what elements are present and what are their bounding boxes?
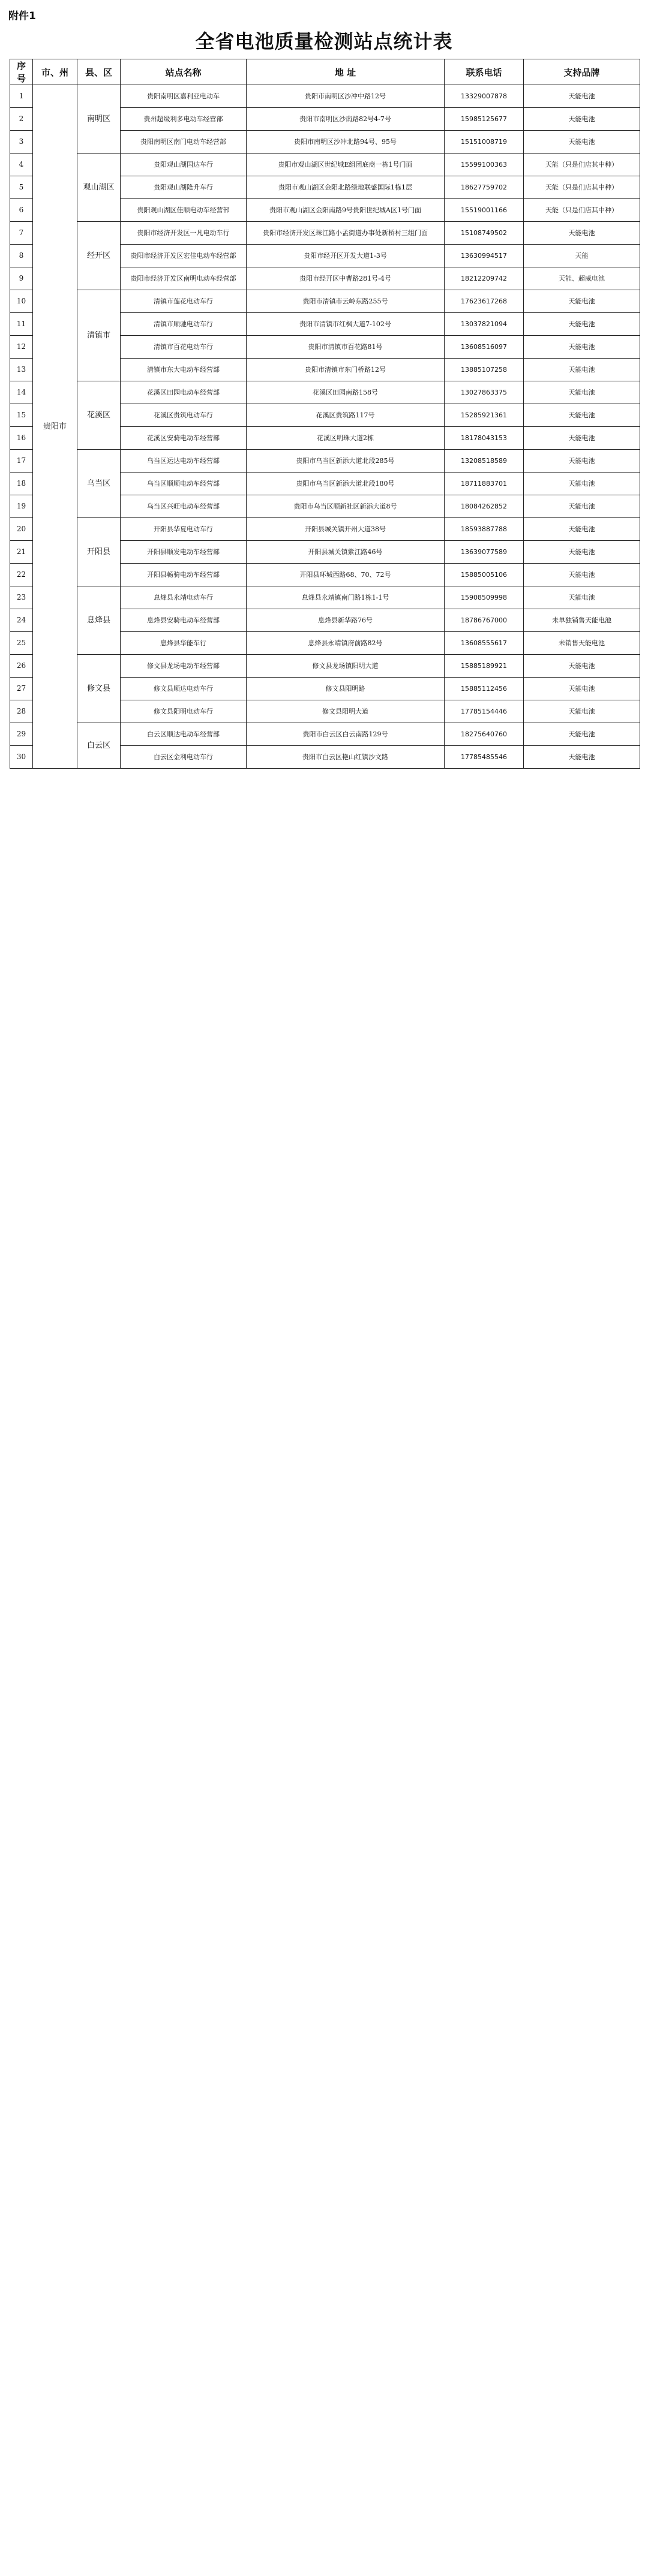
cell-brand: 天能电池: [524, 450, 640, 473]
cell-brand: 天能电池: [524, 131, 640, 154]
cell-brand: 未销售天能电池: [524, 632, 640, 655]
table-header-row: [10, 59, 640, 85]
cell-phone: 15885005106: [445, 564, 524, 586]
cell-num: 19: [10, 495, 33, 518]
cell-brand: 天能电池: [524, 85, 640, 108]
cell-num: 5: [10, 176, 33, 199]
cell-address: 开阳县城关镇开州大道38号: [247, 518, 445, 541]
cell-brand: 天能: [524, 245, 640, 267]
cell-brand: 天能电池: [524, 222, 640, 245]
cell-address: 贵阳市经开区中曹路281号-4号: [247, 267, 445, 290]
table-row: [10, 518, 640, 541]
cell-phone: 15885112456: [445, 678, 524, 700]
cell-brand: 天能电池: [524, 700, 640, 723]
cell-address: 贵阳市清镇市百花路81号: [247, 336, 445, 359]
cell-num: 4: [10, 154, 33, 176]
header-brand: 支持品牌: [524, 59, 640, 85]
header-phone: 联系电话: [445, 59, 524, 85]
cell-address: 花溪区田园南路158号: [247, 381, 445, 404]
cell-phone: 15151008719: [445, 131, 524, 154]
table-row: [10, 723, 640, 746]
cell-num: 3: [10, 131, 33, 154]
cell-address: 贵阳市乌当区顺新社区新添大道8号: [247, 495, 445, 518]
cell-address: 花溪区明珠大道2栋: [247, 427, 445, 450]
cell-phone: 18275640760: [445, 723, 524, 746]
cell-station-name: 息烽县安骑电动车经营部: [121, 609, 247, 632]
cell-num: 7: [10, 222, 33, 245]
cell-brand: 未单独销售天能电池: [524, 609, 640, 632]
cell-phone: 15908509998: [445, 586, 524, 609]
cell-num: 10: [10, 290, 33, 313]
cell-num: 18: [10, 473, 33, 495]
cell-phone: 15599100363: [445, 154, 524, 176]
cell-brand: 天能电池: [524, 541, 640, 564]
cell-num: 12: [10, 336, 33, 359]
cell-phone: 17785485546: [445, 746, 524, 769]
cell-address: 贵阳市清镇市云岭东路255号: [247, 290, 445, 313]
cell-phone: 18084262852: [445, 495, 524, 518]
table-row: [10, 290, 640, 313]
cell-district: 花溪区: [77, 381, 121, 450]
cell-station-name: 贵阳观山湖区佳顺电动车经营部: [121, 199, 247, 222]
cell-district: 息烽县: [77, 586, 121, 655]
cell-address: 息烽县永靖镇府前路82号: [247, 632, 445, 655]
table-row: [10, 586, 640, 609]
cell-address: 修文县龙场镇阳明大道: [247, 655, 445, 678]
cell-brand: 天能电池: [524, 723, 640, 746]
cell-address: 贵阳市南明区沙冲北路94号、95号: [247, 131, 445, 154]
cell-num: 9: [10, 267, 33, 290]
table-body: [10, 85, 640, 769]
cell-station-name: 开阳县顺发电动车经营部: [121, 541, 247, 564]
cell-brand: 天能（只是们店其中种）: [524, 176, 640, 199]
cell-num: 30: [10, 746, 33, 769]
cell-address: 贵阳市经开区开发大道1-3号: [247, 245, 445, 267]
cell-station-name: 花溪区田园电动车经营部: [121, 381, 247, 404]
cell-num: 2: [10, 108, 33, 131]
cell-station-name: 白云区金利电动车行: [121, 746, 247, 769]
cell-brand: 天能电池: [524, 313, 640, 336]
cell-num: 20: [10, 518, 33, 541]
page-title: 全省电池质量检测站点统计表: [195, 30, 453, 53]
cell-num: 16: [10, 427, 33, 450]
cell-brand: 天能、超威电池: [524, 267, 640, 290]
table-row: [10, 85, 640, 108]
cell-brand: 天能电池: [524, 495, 640, 518]
cell-num: 1: [10, 85, 33, 108]
cell-station-name: 乌当区兴旺电动车经营部: [121, 495, 247, 518]
cell-brand: 天能电池: [524, 746, 640, 769]
cell-num: 28: [10, 700, 33, 723]
cell-address: 贵阳市白云区白云南路129号: [247, 723, 445, 746]
header-num: 序 号: [10, 59, 33, 85]
cell-city: 贵阳市: [33, 85, 77, 769]
cell-station-name: 修文县龙场电动车经营部: [121, 655, 247, 678]
cell-station-name: 乌当区运达电动车经营部: [121, 450, 247, 473]
cell-phone: 15285921361: [445, 404, 524, 427]
cell-address: 贵阳市经济开发区珠江路小孟街道办事处新桥村三组门面: [247, 222, 445, 245]
table-row: [10, 381, 640, 404]
cell-station-name: 修文县阳明电动车行: [121, 700, 247, 723]
cell-station-name: 开阳县畅骑电动车经营部: [121, 564, 247, 586]
cell-station-name: 贵阳市经济开发区宏佳电动车经营部: [121, 245, 247, 267]
cell-phone: 13608555617: [445, 632, 524, 655]
cell-station-name: 贵阳观山湖国达车行: [121, 154, 247, 176]
cell-district: 乌当区: [77, 450, 121, 518]
cell-brand: 天能电池: [524, 518, 640, 541]
cell-station-name: 清镇市顺驰电动车行: [121, 313, 247, 336]
cell-district: 清镇市: [77, 290, 121, 381]
table-row: [10, 655, 640, 678]
cell-address: 修文县阳明路: [247, 678, 445, 700]
cell-num: 27: [10, 678, 33, 700]
cell-station-name: 息烽县华能车行: [121, 632, 247, 655]
cell-brand: 天能电池: [524, 586, 640, 609]
header-city: 市、州: [33, 59, 77, 85]
cell-brand: 天能电池: [524, 655, 640, 678]
cell-district: 观山湖区: [77, 154, 121, 222]
cell-station-name: 贵阳市经济开发区一凡电动车行: [121, 222, 247, 245]
cell-station-name: 开阳县华夏电动车行: [121, 518, 247, 541]
cell-address: 贵阳市乌当区新添大道北段180号: [247, 473, 445, 495]
cell-address: 花溪区贵筑路117号: [247, 404, 445, 427]
cell-address: 开阳县环城西路68、70、72号: [247, 564, 445, 586]
cell-phone: 17623617268: [445, 290, 524, 313]
cell-station-name: 清镇市百花电动车行: [121, 336, 247, 359]
cell-phone: 17785154446: [445, 700, 524, 723]
cell-brand: 天能（只是们店其中种）: [524, 154, 640, 176]
cell-num: 25: [10, 632, 33, 655]
cell-brand: 天能电池: [524, 427, 640, 450]
cell-address: 修文县阳明大道: [247, 700, 445, 723]
cell-address: 贵阳市清镇市红枫大道7-102号: [247, 313, 445, 336]
header-address: 地 址: [247, 59, 445, 85]
cell-phone: 13027863375: [445, 381, 524, 404]
cell-phone: 18786767000: [445, 609, 524, 632]
cell-phone: 15108749502: [445, 222, 524, 245]
cell-brand: 天能电池: [524, 381, 640, 404]
cell-station-name: 贵阳观山湖隆升车行: [121, 176, 247, 199]
cell-phone: 13329007878: [445, 85, 524, 108]
cell-station-name: 贵阳市经济开发区南明电动车经营部: [121, 267, 247, 290]
cell-address: 开阳县城关镇紫江路46号: [247, 541, 445, 564]
cell-station-name: 白云区顺达电动车经营部: [121, 723, 247, 746]
cell-brand: 天能电池: [524, 678, 640, 700]
cell-brand: 天能（只是们店其中种）: [524, 199, 640, 222]
table-row: [10, 222, 640, 245]
cell-phone: 13037821094: [445, 313, 524, 336]
cell-num: 22: [10, 564, 33, 586]
cell-address: 贵阳市观山湖区金阳北路绿地联盛国际1栋1层: [247, 176, 445, 199]
cell-address: 贵阳市乌当区新添大道北段285号: [247, 450, 445, 473]
cell-num: 13: [10, 359, 33, 381]
table-row: [10, 154, 640, 176]
table-wrapper: [10, 59, 640, 769]
cell-num: 15: [10, 404, 33, 427]
cell-num: 24: [10, 609, 33, 632]
cell-phone: 13639077589: [445, 541, 524, 564]
cell-phone: 13885107258: [445, 359, 524, 381]
header-district: 县、区: [77, 59, 121, 85]
cell-station-name: 息烽县永靖电动车行: [121, 586, 247, 609]
cell-address: 息烽县永靖镇南门路1栋1-1号: [247, 586, 445, 609]
attachment-label: 附件1: [8, 10, 36, 22]
cell-phone: 13208518589: [445, 450, 524, 473]
cell-num: 21: [10, 541, 33, 564]
table-row: [10, 450, 640, 473]
cell-phone: 18593887788: [445, 518, 524, 541]
cell-station-name: 清镇市东大电动车经营部: [121, 359, 247, 381]
cell-num: 17: [10, 450, 33, 473]
cell-address: 息烽县新华路76号: [247, 609, 445, 632]
cell-brand: 天能电池: [524, 473, 640, 495]
cell-phone: 18711883701: [445, 473, 524, 495]
cell-address: 贵阳市南明区沙南路82号4-7号: [247, 108, 445, 131]
cell-station-name: 乌当区顺顺电动车经营部: [121, 473, 247, 495]
cell-phone: 18178043153: [445, 427, 524, 450]
cell-station-name: 贵阳南明区嘉利亚电动车: [121, 85, 247, 108]
header-station-name: 站点名称: [121, 59, 247, 85]
cell-station-name: 修文县顺达电动车行: [121, 678, 247, 700]
cell-phone: 13608516097: [445, 336, 524, 359]
cell-district: 修文县: [77, 655, 121, 723]
cell-brand: 天能电池: [524, 359, 640, 381]
cell-phone: 15985125677: [445, 108, 524, 131]
cell-address: 贵阳市观山湖区金阳南路9号贵阳世纪城A区1号门面: [247, 199, 445, 222]
cell-brand: 天能电池: [524, 336, 640, 359]
cell-brand: 天能电池: [524, 404, 640, 427]
cell-num: 23: [10, 586, 33, 609]
cell-brand: 天能电池: [524, 564, 640, 586]
cell-district: 经开区: [77, 222, 121, 290]
cell-num: 8: [10, 245, 33, 267]
cell-station-name: 贵阳南明区南门电动车经营部: [121, 131, 247, 154]
cell-station-name: 贵州超级利多电动车经营部: [121, 108, 247, 131]
cell-num: 14: [10, 381, 33, 404]
cell-num: 6: [10, 199, 33, 222]
cell-brand: 天能电池: [524, 290, 640, 313]
cell-address: 贵阳市白云区艳山红镇沙文路: [247, 746, 445, 769]
cell-brand: 天能电池: [524, 108, 640, 131]
cell-phone: 15885189921: [445, 655, 524, 678]
cell-district: 开阳县: [77, 518, 121, 586]
cell-address: 贵阳市观山湖区世纪城E组团底商一栋1号门面: [247, 154, 445, 176]
cell-phone: 18627759702: [445, 176, 524, 199]
cell-address: 贵阳市南明区沙冲中路12号: [247, 85, 445, 108]
cell-district: 南明区: [77, 85, 121, 154]
cell-station-name: 清镇市莲花电动车行: [121, 290, 247, 313]
cell-phone: 18212209742: [445, 267, 524, 290]
cell-station-name: 花溪区安骑电动车经营部: [121, 427, 247, 450]
cell-address: 贵阳市清镇市东门桥路12号: [247, 359, 445, 381]
stations-table: [10, 59, 640, 769]
cell-phone: 13630994517: [445, 245, 524, 267]
cell-num: 11: [10, 313, 33, 336]
cell-num: 29: [10, 723, 33, 746]
cell-phone: 15519001166: [445, 199, 524, 222]
cell-num: 26: [10, 655, 33, 678]
cell-district: 白云区: [77, 723, 121, 769]
cell-station-name: 花溪区贵筑电动车行: [121, 404, 247, 427]
